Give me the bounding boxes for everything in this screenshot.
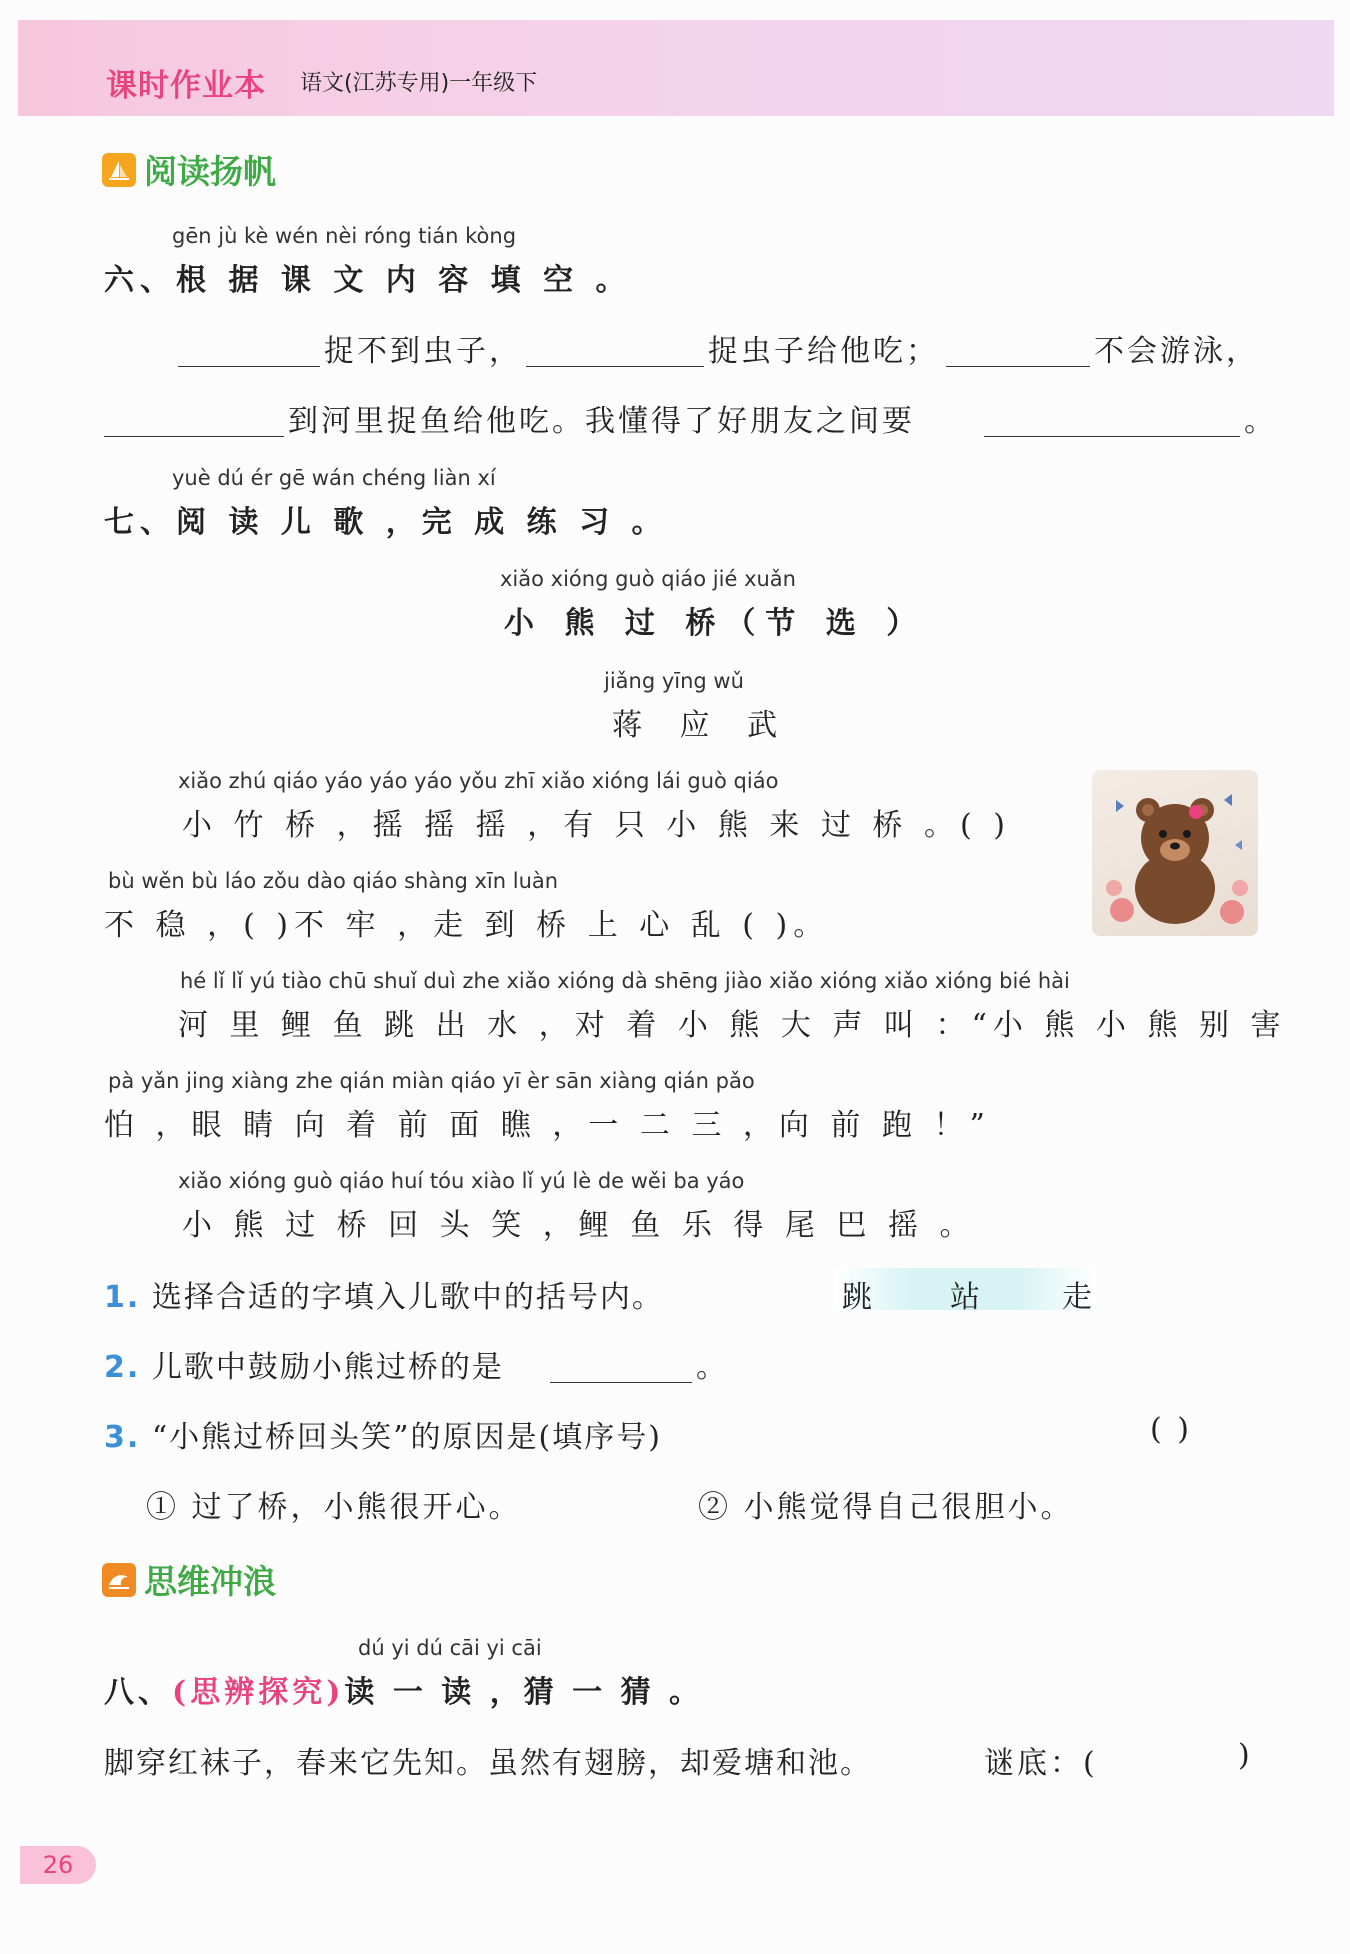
q8-answer-label: 谜底：(: [984, 1746, 1098, 1781]
q6-text-3: 不会游泳，: [1094, 334, 1259, 369]
q7-choice-2: ② 小熊觉得自己很胆小。: [698, 1490, 1074, 1525]
q7-sub2-blank[interactable]: [550, 1382, 692, 1383]
brand-title: 课时作业本: [106, 68, 266, 104]
poem-author: 蒋 应 武: [612, 708, 792, 743]
q7-title: 七、阅 读 儿 歌 ，完 成 练 习 。: [104, 505, 668, 540]
q6-blank-1[interactable]: [178, 366, 320, 367]
poem-line2: 不 稳 ，( )不 牢 ，走 到 桥 上 心 乱 ( )。: [104, 908, 830, 943]
q8-title-row: [104, 1667, 703, 1711]
q7-sub1-text: 选择合适的字填入儿歌中的括号内。: [151, 1280, 664, 1315]
q7-sub3-answer-box[interactable]: ( ): [1150, 1412, 1192, 1447]
poem-line3: 河 里 鲤 鱼 跳 出 水 ，对 着 小 熊 大 声 叫 ：“小 熊 小 熊 别 害: [178, 1008, 1287, 1043]
q7-sub2-text: 儿歌中鼓励小熊过桥的是: [151, 1350, 504, 1385]
poem-line5: 小 熊 过 桥 回 头 笑 ，鲤 鱼 乐 得 尾 巴 摇 。: [182, 1208, 976, 1243]
section-reading-title: 阅读扬帆: [144, 152, 276, 191]
section-reading-heading: [102, 146, 276, 193]
poem-title: 小 熊 过 桥（节 选 ）: [504, 606, 927, 641]
q8-pinyin: dú yi dú cāi yi cāi: [358, 1636, 542, 1660]
q7-choice-1: ① 过了桥，小熊很开心。: [146, 1490, 522, 1525]
q6-text-1: 捉不到虫子，: [324, 334, 522, 369]
q7-pinyin: yuè dú ér gē wán chéng liàn xí: [172, 466, 496, 490]
q6-blank-3[interactable]: [946, 366, 1090, 367]
q8-prefix: 八、: [104, 1675, 172, 1710]
poem-line1: 小 竹 桥 ，摇 摇 摇 ，有 只 小 熊 来 过 桥 。( ): [182, 808, 1011, 843]
q7-sub2-number: 2.: [104, 1350, 141, 1385]
author-pinyin: jiǎng yīng wǔ: [604, 669, 744, 693]
q6-title: 六、根 据 课 文 内 容 填 空 。: [104, 263, 632, 298]
poem-line1-pinyin: xiǎo zhú qiáo yáo yáo yáo yǒu zhī xiǎo xióng lái guò qiáo: [178, 769, 779, 793]
option-tiao[interactable]: 跳: [842, 1280, 872, 1315]
q8-answer-end[interactable]: ): [1238, 1738, 1253, 1773]
q7-sub2: [104, 1342, 504, 1386]
q7-sub1-number: 1.: [104, 1280, 141, 1315]
poem-line2-pinyin: bù wěn bù láo zǒu dào qiáo shàng xīn luàn: [108, 869, 559, 893]
poem-line5-pinyin: xiǎo xióng guò qiáo huí tóu xiào lǐ yú lè de wěi ba yáo: [178, 1169, 745, 1193]
page-number: 26: [20, 1846, 96, 1884]
book-subtitle: 语文(江苏专用)一年级下: [300, 71, 538, 96]
poem-line4-pinyin: pà yǎn jing xiàng zhe qián miàn qiáo yī èr sān xiàng qián pǎo: [108, 1069, 755, 1093]
wave-icon: [102, 1563, 136, 1597]
q8-title: 读 一 读 ，猜 一 猜 。: [344, 1675, 704, 1710]
q6-blank-4[interactable]: [104, 436, 284, 437]
q6-blank-5[interactable]: [984, 436, 1240, 437]
q6-blank-2[interactable]: [526, 366, 704, 367]
q7-sub3-number: 3.: [104, 1420, 141, 1455]
q8-tag: (思辨探究): [172, 1675, 345, 1710]
q6-text-4: 到河里捉鱼给他吃。我懂得了好朋友之间要: [288, 404, 915, 439]
option-zhan[interactable]: 站: [950, 1280, 980, 1315]
q6-end: 。: [1244, 404, 1277, 439]
section-thinking-title: 思维冲浪: [144, 1562, 276, 1601]
section-thinking-heading: [102, 1556, 276, 1603]
bear-illustration: [1092, 770, 1258, 936]
option-zou[interactable]: 走: [1062, 1280, 1092, 1315]
q6-text-2: 捉虫子给他吃；: [708, 334, 939, 369]
q8-riddle: 脚穿红袜子，春来它先知。虽然有翅膀，却爱塘和池。: [104, 1746, 872, 1781]
q7-sub3: [104, 1412, 662, 1456]
poem-title-pinyin: xiǎo xióng guò qiáo jié xuǎn: [500, 567, 796, 591]
poem-line3-pinyin: hé lǐ lǐ yú tiào chū shuǐ duì zhe xiǎo xióng dà shēng jiào xiǎo xióng xiǎo xióng bié hài: [180, 969, 1070, 993]
poem-line4: 怕 ，眼 睛 向 着 前 面 瞧 ，一 二 三 ，向 前 跑 ！”: [104, 1108, 991, 1143]
q7-sub2-end: 。: [696, 1350, 729, 1385]
q7-sub3-text: “小熊过桥回头笑”的原因是(填序号): [151, 1420, 662, 1455]
sail-icon: [102, 153, 136, 187]
q6-pinyin: gēn jù kè wén nèi róng tián kòng: [172, 224, 517, 248]
q7-sub1: [104, 1272, 664, 1316]
